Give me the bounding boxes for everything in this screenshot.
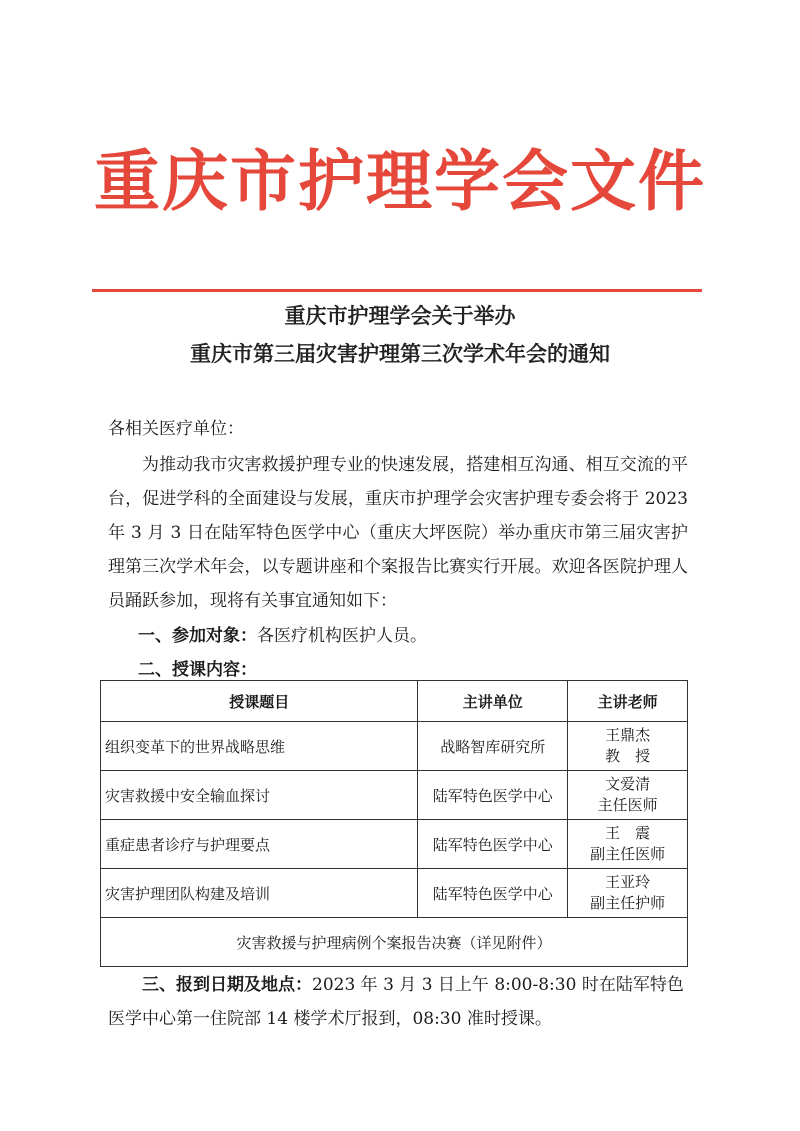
teacher-name: 王 震: [605, 824, 651, 842]
intro-paragraph: 为推动我市灾害救援护理专业的快速发展，搭建相互沟通、相互交流的平台，促进学科的全面建设与发展，重庆市护理学会灾害护理专委会将于 2023 年 3 月 3 日在陆军特色医学中心（重庆大坪医院）举办重庆市第三届灾害护理第三次学术年会，以专题讲座和个案报告比赛实行开展。欢迎各医院护理人员踊跃参加，现将有关事宜通知如下：: [108, 455, 688, 611]
section-3-text: 2023 年 3 月 3 日上午 8:00-8:30 时在陆军特色医学中心第一住院部 14 楼学术厅报到，08:30 准时授课。: [108, 975, 684, 1029]
section-participants: [138, 621, 427, 646]
table-footer-row: [101, 918, 688, 967]
teacher-name: 王亚玲: [605, 873, 651, 891]
topic-cell: 重症患者诊疗与护理要点: [101, 820, 418, 869]
teacher-title: 副主任护师: [590, 894, 666, 912]
unit-cell: 陆军特色医学中心: [418, 771, 568, 820]
section-2-label: 二、授课内容：: [138, 660, 257, 680]
teacher-title: 教 授: [605, 747, 651, 765]
section-registration: [108, 968, 693, 1036]
teacher-name: 王鼎杰: [605, 726, 651, 744]
table-header-row: [101, 681, 688, 722]
table-row: [101, 771, 688, 820]
notice-title-line-1: 重庆市护理学会关于举办: [284, 304, 516, 328]
section-1-label: 一、参加对象：: [138, 626, 257, 646]
table-row: [101, 869, 688, 918]
topic-cell: 灾害护理团队构建及培训: [101, 869, 418, 918]
teacher-cell: [568, 869, 688, 918]
red-rule-divider: [92, 289, 702, 292]
case-competition-cell: 灾害救援与护理病例个案报告决赛（详见附件）: [101, 918, 688, 967]
teacher-name: 文爱清: [605, 775, 651, 793]
header-topic: 授课题目: [101, 681, 418, 722]
unit-cell: 陆军特色医学中心: [418, 869, 568, 918]
unit-cell: 陆军特色医学中心: [418, 820, 568, 869]
course-schedule-table: [100, 680, 688, 967]
table-row: [101, 722, 688, 771]
teacher-title: 副主任医师: [590, 845, 666, 863]
teacher-cell: [568, 722, 688, 771]
notice-title-line-2: 重庆市第三届灾害护理第三次学术年会的通知: [190, 342, 610, 366]
table-row: [101, 820, 688, 869]
topic-cell: 组织变革下的世界战略思维: [101, 722, 418, 771]
teacher-title: 主任医师: [597, 796, 658, 814]
section-course-content: [138, 655, 257, 680]
teacher-cell: [568, 820, 688, 869]
teacher-cell: [568, 771, 688, 820]
masthead-title: 重庆市护理学会文件: [94, 143, 706, 220]
header-unit: 主讲单位: [418, 681, 568, 722]
salutation: 各相关医疗单位：: [108, 419, 244, 439]
unit-cell: 战略智库研究所: [418, 722, 568, 771]
topic-cell: 灾害救援中安全输血探讨: [101, 771, 418, 820]
section-3-label: 三、报到日期及地点：: [142, 975, 312, 995]
header-teacher: 主讲老师: [568, 681, 688, 722]
section-1-text: 各医疗机构医护人员。: [257, 626, 427, 646]
